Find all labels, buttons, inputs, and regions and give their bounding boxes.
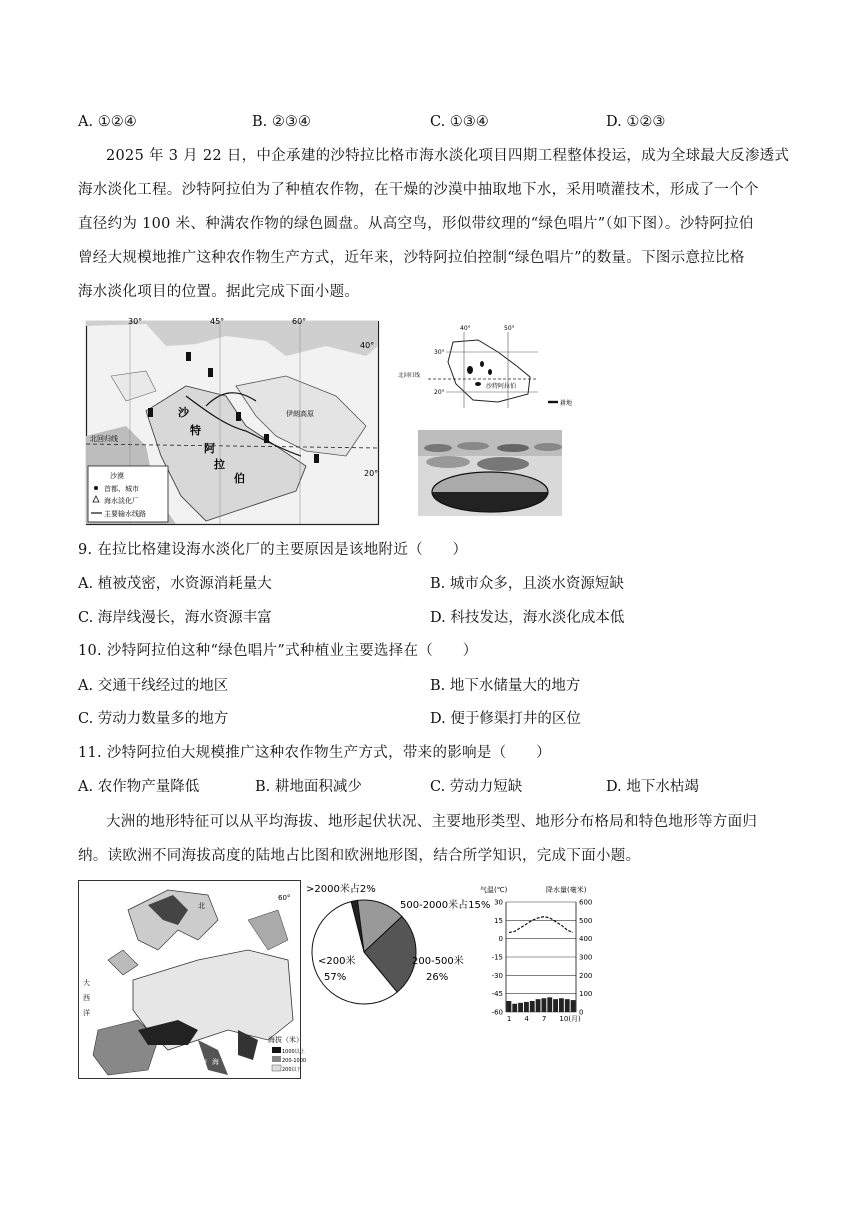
- elevation-pie-chart: [302, 880, 491, 1020]
- precip-bar: [530, 1001, 535, 1012]
- europe-legend-item: 1000以上: [282, 1049, 305, 1055]
- passage1-line: 直径约为 100 米、种满农作物的绿色圆盘。从高空鸟，形似带纹理的“绿色唱片”（如下图）。沙特阿拉伯: [78, 216, 754, 232]
- europe-label: 北: [198, 902, 205, 910]
- pie-label-over2000: >2000米占2%: [306, 884, 376, 895]
- q10-option-d: D. 便于修渠打井的区位: [430, 711, 581, 727]
- climate-left-tick: -15: [491, 953, 503, 962]
- q10-option-c: C. 劳动力数量多的地方: [78, 711, 229, 727]
- prev-option-c: C. ①③④: [430, 114, 489, 130]
- europe-legend-title: 海拔（米）: [268, 1036, 303, 1044]
- green-record-photo: [418, 430, 562, 516]
- climate-chart: [480, 884, 604, 1024]
- passage1-line: 海水淡化工程。沙特阿拉伯为了种植农作物，在干燥的沙漠中抽取地下水，采用喷灌技术，形成了一个个: [78, 182, 759, 198]
- europe-label: 西: [83, 994, 90, 1002]
- climate-left-tick: 0: [498, 935, 503, 944]
- q9-option-b: B. 城市众多，且淡水资源短缺: [430, 576, 624, 592]
- map1-lat-label: 20°: [364, 469, 379, 478]
- passage2-line: 大洲的地形特征可以从平均海拔、地形起伏状况、主要地形类型、地形分布格局和特色地形等方面归: [106, 814, 758, 830]
- question-10-stem: 10. 沙特阿拉伯这种“绿色唱片”式种植业主要选择在（ ）: [78, 643, 478, 659]
- passage1-line: 曾经大规模地推广这种农作物生产方式，近年来，沙特阿拉伯控制“绿色唱片”的数量。下图示意拉比格: [78, 250, 745, 266]
- question-11-stem: 11. 沙特阿拉伯大规模推广这种农作物生产方式，带来的影响是（ ）: [78, 745, 551, 761]
- prev-option-a: A. ①②④: [78, 114, 137, 130]
- climate-left-tick: -45: [491, 990, 503, 999]
- q9-option-d: D. 科技发达，海水淡化成本低: [430, 610, 625, 626]
- map1-place-label: 阿: [204, 442, 215, 455]
- climate-x-tick: 10(月): [559, 1015, 581, 1023]
- map1-legend-item: 海水淡化厂: [104, 497, 139, 505]
- precip-bar: [571, 1000, 576, 1012]
- pie-label-200-500: 200-500米: [412, 956, 464, 967]
- map2-lat-label: 30°: [434, 349, 445, 356]
- climate-x-tick: 4: [524, 1015, 529, 1023]
- climate-left-tick: 30: [494, 898, 503, 907]
- europe-legend-item: 200-1000: [282, 1058, 307, 1064]
- pie-slices: [312, 900, 416, 1004]
- map1-legend-item: 主要输水线路: [104, 510, 146, 518]
- climate-right-tick: 300: [579, 953, 593, 962]
- precip-bar: [536, 999, 541, 1012]
- precip-bar: [512, 1004, 517, 1012]
- precip-bar: [518, 1003, 523, 1012]
- map1-place-label: 拉: [214, 458, 225, 471]
- precip-bar: [553, 999, 558, 1012]
- middle-east-map: [86, 316, 384, 526]
- climate-right-tick: 600: [579, 898, 593, 907]
- map2-country-label: 沙特阿拉伯: [486, 383, 517, 390]
- pie-label-500-2000: 500-2000米占15%: [400, 900, 491, 911]
- q11-option-b: B. 耕地面积减少: [255, 779, 362, 795]
- map1-lon-label: 30°: [128, 317, 143, 326]
- q9-option-a: A. 植被茂密，水资源消耗量大: [78, 576, 272, 592]
- map1-tropic-label: 北回归线: [90, 435, 118, 443]
- europe-label: 大: [83, 979, 90, 987]
- climate-right-tick: 500: [579, 916, 593, 925]
- climate-right-tick: 400: [579, 935, 593, 944]
- passage2-line: 纳。读欧洲不同海拔高度的陆地占比图和欧洲地形图，结合所学知识，完成下面小题。: [78, 848, 641, 864]
- q11-option-d: D. 地下水枯竭: [606, 779, 699, 795]
- climate-x-tick: 7: [541, 1015, 547, 1023]
- precip-bar: [542, 998, 547, 1012]
- climate-left-title: 气温(℃): [480, 886, 508, 894]
- passage1-line: 2025 年 3 月 22 日，中企承建的沙特拉比格市海水淡化项目四期工程整体投运，成为全球最大反渗透式: [106, 148, 790, 164]
- map2-lon-label: 50°: [504, 325, 515, 332]
- map1-lon-label: 60°: [292, 317, 307, 326]
- question-9-stem: 9. 在拉比格建设海水淡化厂的主要原因是该地附近（ ）: [78, 542, 468, 558]
- map2-tropic-label: 北回归线: [398, 373, 421, 379]
- map1-lat-label: 40°: [360, 341, 375, 350]
- europe-label: 60°: [278, 894, 291, 902]
- pie-label-under200: <200米: [318, 956, 356, 967]
- map1-place-label: 伯: [234, 472, 245, 485]
- q10-option-b: B. 地下水储量大的地方: [430, 678, 581, 694]
- precip-bars: [507, 997, 576, 1012]
- climate-right-title: 降水量(毫米): [546, 886, 587, 894]
- passage1-line: 海水淡化项目的位置。据此完成下面小题。: [78, 284, 360, 300]
- prev-option-b: B. ②③④: [252, 114, 311, 130]
- map2-lat-label: 20°: [434, 389, 445, 396]
- map2-lon-label: 40°: [460, 325, 471, 332]
- map1-legend-item: 首都、城市: [104, 485, 139, 493]
- pie-pct-200-500: 26%: [426, 972, 449, 983]
- map1-legend-title: 沙漠: [110, 472, 124, 480]
- map2-legend: 耕地: [560, 400, 573, 407]
- europe-label: 海: [212, 1058, 219, 1066]
- map1-place-label: 特: [190, 424, 201, 437]
- climate-left-tick: -60: [491, 1008, 503, 1017]
- precip-bar: [559, 998, 564, 1012]
- climate-left-tick: 15: [494, 916, 503, 925]
- europe-terrain-map: [78, 880, 307, 1080]
- climate-right-tick: 100: [579, 990, 593, 999]
- q9-option-c: C. 海岸线漫长，海水资源丰富: [78, 610, 272, 626]
- climate-right-tick: 0: [579, 1008, 584, 1017]
- saudi-inset-map: [398, 322, 573, 418]
- climate-x-tick: 1: [506, 1015, 512, 1023]
- q11-option-a: A. 农作物产量降低: [78, 779, 200, 795]
- climate-right-tick: 200: [579, 971, 593, 980]
- europe-label: 洋: [83, 1009, 90, 1017]
- precip-bar: [524, 1002, 529, 1012]
- prev-option-d: D. ①②③: [606, 114, 666, 130]
- map1-place-label: 伊朗高原: [286, 410, 314, 418]
- map1-place-label: 沙: [178, 406, 189, 419]
- map1-lon-label: 45°: [210, 317, 225, 326]
- q10-option-a: A. 交通干线经过的地区: [78, 678, 229, 694]
- europe-label: 中: [200, 1058, 207, 1066]
- q11-option-c: C. 劳动力短缺: [430, 779, 523, 795]
- precip-bar: [547, 997, 552, 1012]
- precip-bar: [565, 999, 570, 1012]
- climate-left-tick: -30: [491, 971, 503, 980]
- europe-label: 地: [188, 1058, 195, 1066]
- precip-bar: [507, 1001, 512, 1012]
- temperature-line: [509, 917, 573, 933]
- europe-legend-item: 200以下: [282, 1067, 302, 1073]
- pie-pct-under200: 57%: [324, 972, 347, 983]
